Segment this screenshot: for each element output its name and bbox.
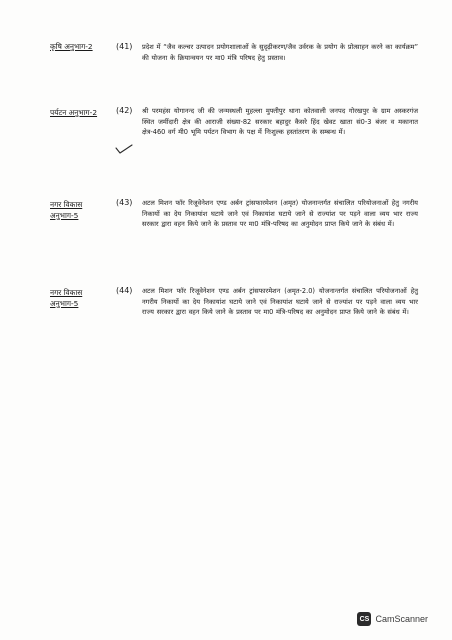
department-label: कृषि अनुभाग-2 — [50, 42, 93, 51]
scanner-watermark — [357, 612, 428, 626]
item-number: (41) — [116, 42, 133, 51]
camscanner-logo-icon: CS — [357, 612, 371, 626]
item-description: अटल मिशन फॉर रिजूवेनेशन एण्ड अर्बन ट्रांसफारमेशन (अमृत) योजनान्तर्गत संचालित परियोजनाओं हेतु नगरीय निकायों का देय निकायांश घटाये जाने एवं निकायांश घटाये जाने से राज्यांश पर पड़ने वाला व्यय भार राज्य सरकार द्वारा वहन किये जाने के प्रस्ताव पर मा0 मंत्रि-परिषद का अनुमोदन प्राप्त किये जाने के संबंध में। — [142, 199, 418, 229]
item-description: प्रदेश में “जैव कल्चर उत्पादन प्रयोगशालाओं के सुदृढ़ीकरण/जैव उर्वरक के प्रयोग के प्रोत्साहन करने का कार्यक्रम” की योजना के क्रियान्वयन पर मा0 मंत्रि परिषद हेतु प्रस्ताव। — [142, 43, 418, 62]
item-number: (43) — [116, 198, 133, 207]
item-description: अटल मिशन फॉर रिजूवेनेशन एण्ड अर्बन ट्रांसफारमेशन (अमृत-2.0) योजनान्तर्गत संचालित परियोजनाओं हेतु नगरीय निकायों का देय निकायांश घटाये जाने एवं निकायांश घटाये जाने से राज्यांश पर पड़ने वाला व्यय भार राज्य सरकार द्वारा वहन किये जाने के प्रस्ताव पर मा0 मंत्रि-परिषद का अनुमोदन प्राप्त किये जाने के संबंध में। — [142, 287, 418, 317]
tick-mark-icon — [115, 144, 133, 154]
item-description: श्री परमहंस योगानन्द जी की जन्मस्थली मुहल्ला मुफ्तीपुर थाना कोतवाली जनपद गोरखपुर के ग्राम अस्करगंज स्थित जमींदारी क्षेत्र की आराजी संख्या-82 सरकार बहादुर कैसरे हिंद खेवट खाता सं0-3 बंजर व मकानात क्षेत्र-460 वर्ग मी0 भूमि पर्यटन विभाग के पक्ष में निःशुल्क हस्तांतरण के सम्बन्ध में। — [142, 107, 418, 137]
department-label: नगर विकास अनुभाग-5 — [50, 288, 83, 308]
item-number: (44) — [116, 286, 133, 295]
item-number: (42) — [116, 106, 133, 115]
camscanner-label: CamScanner — [375, 614, 428, 624]
department-label: पर्यटन अनुभाग-2 — [50, 108, 98, 117]
department-label: नगर विकास अनुभाग-5 — [50, 200, 83, 220]
